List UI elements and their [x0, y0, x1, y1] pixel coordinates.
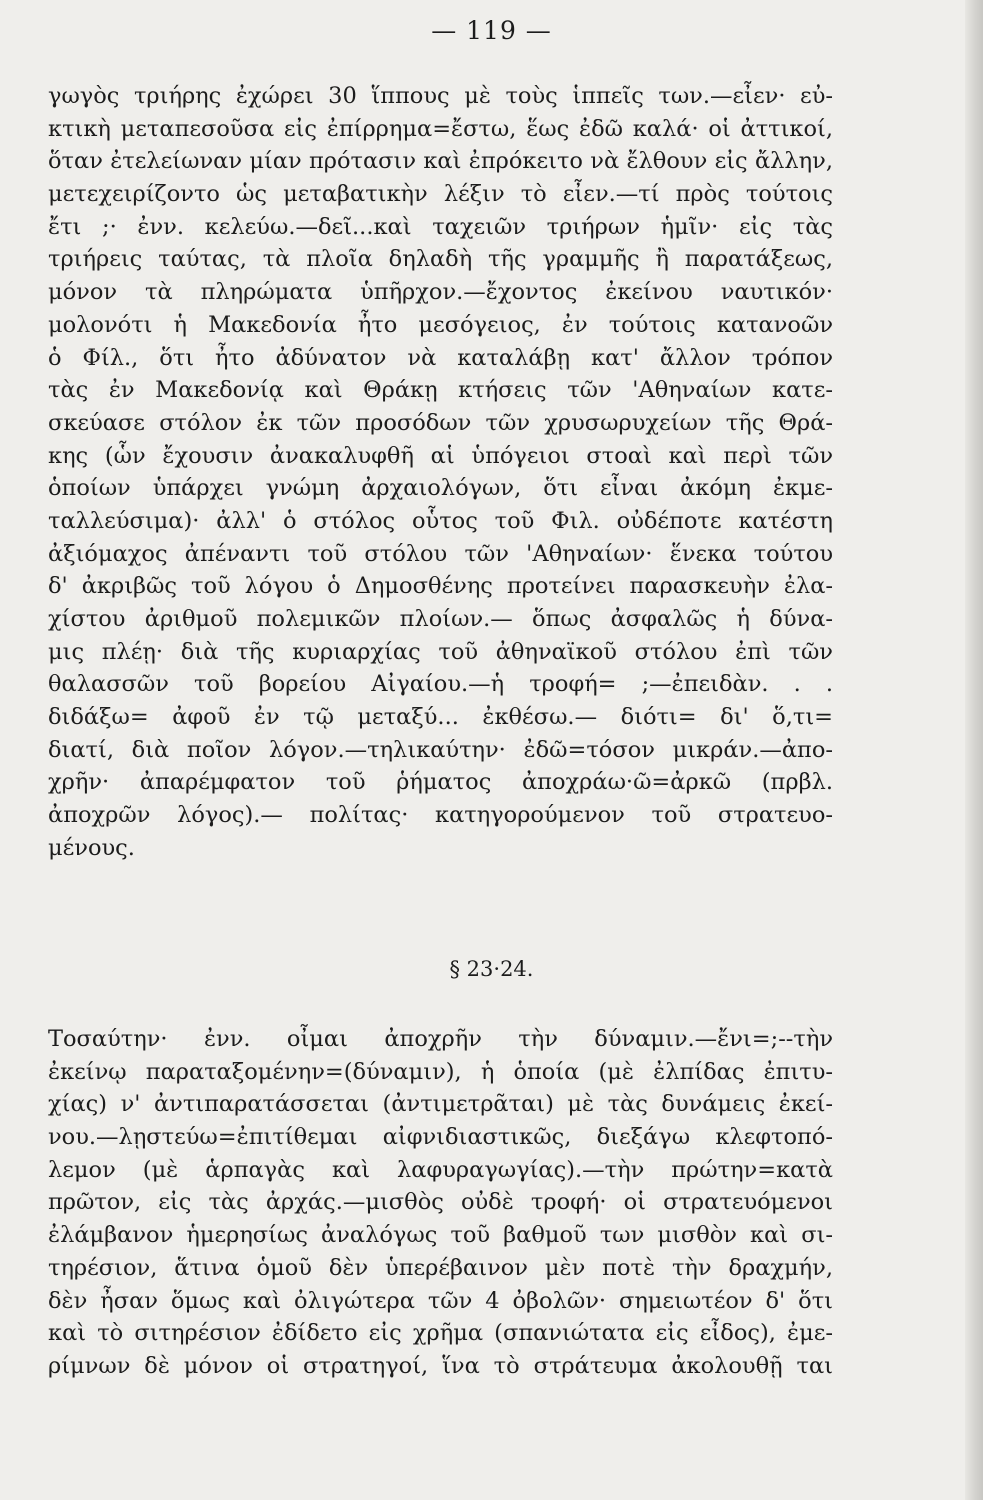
text-line: διατί, διὰ ποῖον λόγον.—τηλικαύτην· ἐδῶ=τόσον μικράν.—ἀπο-	[48, 736, 833, 763]
commentary-paragraph-1	[48, 80, 833, 865]
text-line: διδάξω= ἀφοῦ ἐν τῷ μεταξύ... ἐκθέσω.— διότι= δι' ὅ,τι=	[48, 704, 833, 731]
text-line: μις πλέῃ· διὰ τῆς κυριαρχίας τοῦ ἀθηναϊκοῦ στόλου ἐπὶ τῶν	[48, 638, 833, 665]
text-line: σκεύασε στόλον ἐκ τῶν προσόδων τῶν χρυσωρυχείων τῆς Θρά-	[48, 409, 833, 436]
text-line: ὅταν ἐτελείωναν μίαν πρότασιν καὶ ἐπρόκειτο νὰ ἔλθουν εἰς ἄλλην,	[48, 148, 833, 175]
text-line: μολονότι ἡ Μακεδονία ἦτο μεσόγειος, ἐν τούτοις κατανοῶν	[48, 311, 833, 338]
text-line: γωγὸς τριήρης ἐχώρει 30 ἵππους μὲ τοὺς ἱππεῖς των.—εἶεν· εὐ-	[48, 83, 833, 109]
text-line: ἀξιόμαχος ἀπέναντι τοῦ στόλου τῶν 'Αθηναίων· ἕνεκα τούτου	[48, 540, 833, 567]
text-line: μένους.	[48, 834, 135, 861]
text-line: Τοσαύτην· ἐνν. οἶμαι ἀποχρῆν τὴν δύναμιν.—ἔνι=;--τὴν	[48, 1026, 833, 1052]
text-line: τὰς ἐν Μακεδονίᾳ καὶ Θράκῃ κτήσεις τῶν 'Αθηναίων κατε-	[48, 377, 833, 404]
text-line: μετεχειρίζοντο ὡς μεταβατικὴν λέξιν τὸ εἶεν.—τί πρὸς τούτοις	[48, 181, 833, 208]
text-line: τηρέσιον, ἅτινα ὁμοῦ δὲν ὑπερέβαινον μὲν ποτὲ τὴν δραχμήν,	[48, 1254, 833, 1281]
text-line: μόνον τὰ πληρώματα ὑπῆρχον.—ἔχοντος ἐκείνου ναυτικόν·	[48, 279, 833, 306]
text-line: ρίμνων δὲ μόνον οἱ στρατηγοί, ἵνα τὸ στράτευμα ἀκολουθῇ ται	[48, 1352, 833, 1379]
text-line: τριήρεις ταύτας, τὰ πλοῖα δηλαδὴ τῆς γραμμῆς ἢ παρατάξεως,	[48, 246, 833, 273]
section-heading: § 23·24.	[449, 957, 534, 981]
text-line: χίας) ν' ἀντιπαρατάσσεται (ἀντιμετρᾶται) μὲ τὰς δυνάμεις ἐκεί-	[48, 1091, 833, 1118]
text-line: δὲν ἦσαν ὅμως καὶ ὀλιγώτερα τῶν 4 ὀβολῶν· σημειωτέον δ' ὅτι	[48, 1287, 833, 1314]
text-line: χίστου ἀριθμοῦ πολεμικῶν πλοίων.— ὅπως ἀσφαλῶς ἡ δύνα-	[48, 606, 833, 632]
commentary-paragraph-2	[48, 1023, 833, 1383]
text-line: κης (ὧν ἔχουσιν ἀνακαλυφθῆ αἱ ὑπόγειοι στοαὶ καὶ περὶ τῶν	[48, 442, 833, 469]
text-line: κτικὴ μεταπεσοῦσα εἰς ἐπίρρημα=ἔστω, ἕως ἐδῶ καλά· οἱ ἀττικοί,	[48, 115, 833, 142]
text-line: ὁποίων ὑπάρχει γνώμη ἀρχαιολόγων, ὅτι εἶναι ἀκόμη ἐκμε-	[48, 475, 833, 502]
text-line: χρῆν· ἀπαρέμφατον τοῦ ῥήματος ἀποχράω·ῶ=ἀρκῶ (πρβλ.	[48, 769, 833, 796]
text-line: ἔτι ;· ἐνν. κελεύω.—δεῖ...καὶ ταχειῶν τριήρων ἡμῖν· εἰς τὰς	[48, 213, 833, 240]
text-line: λεμον (μὲ ἁρπαγὰς καὶ λαφυραγωγίας).—τὴν πρώτην=κατὰ	[48, 1156, 833, 1183]
text-line: ἐλάμβανον ἡμερησίως ἀναλόγως τοῦ βαθμοῦ των μισθὸν καὶ σι-	[48, 1222, 833, 1249]
text-line: πρῶτον, εἰς τὰς ἀρχάς.—μισθὸς οὐδὲ τροφή· οἱ στρατευόμενοι	[48, 1189, 833, 1216]
page-number: — 119 —	[431, 16, 552, 45]
text-line: δ' ἀκριβῶς τοῦ λόγου ὁ Δημοσθένης προτείνει παρασκευὴν ἐλα-	[48, 573, 833, 600]
text-line: ἀποχρῶν λόγος).— πολίτας· κατηγορούμενον τοῦ στρατευο-	[48, 802, 833, 829]
text-line: νου.—λῃστεύω=ἐπιτίθεμαι αἰφνιδιαστικῶς, διεξάγω κλεφτοπό-	[48, 1124, 833, 1151]
text-line: ταλλεύσιμα)· ἀλλ' ὁ στόλος οὗτος τοῦ Φιλ. οὐδέποτε κατέστη	[48, 507, 833, 534]
text-line: καὶ τὸ σιτηρέσιον ἐδίδετο εἰς χρῆμα (σπανιώτατα εἰς εἶδος), ἐμε-	[48, 1320, 833, 1347]
page-edge-shadow	[965, 0, 983, 1500]
text-line: ὁ Φίλ., ὅτι ἦτο ἀδύνατον νὰ καταλάβῃ κατ' ἄλλον τρόπον	[48, 344, 833, 371]
text-line: θαλασσῶν τοῦ βορείου Αἰγαίου.—ἡ τροφή= ;—ἐπειδὰν. . .	[48, 671, 833, 698]
text-line: ἐκείνῳ παραταξομένην=(δύναμιν), ἡ ὁποία (μὲ ἐλπίδας ἐπιτυ-	[48, 1058, 833, 1085]
